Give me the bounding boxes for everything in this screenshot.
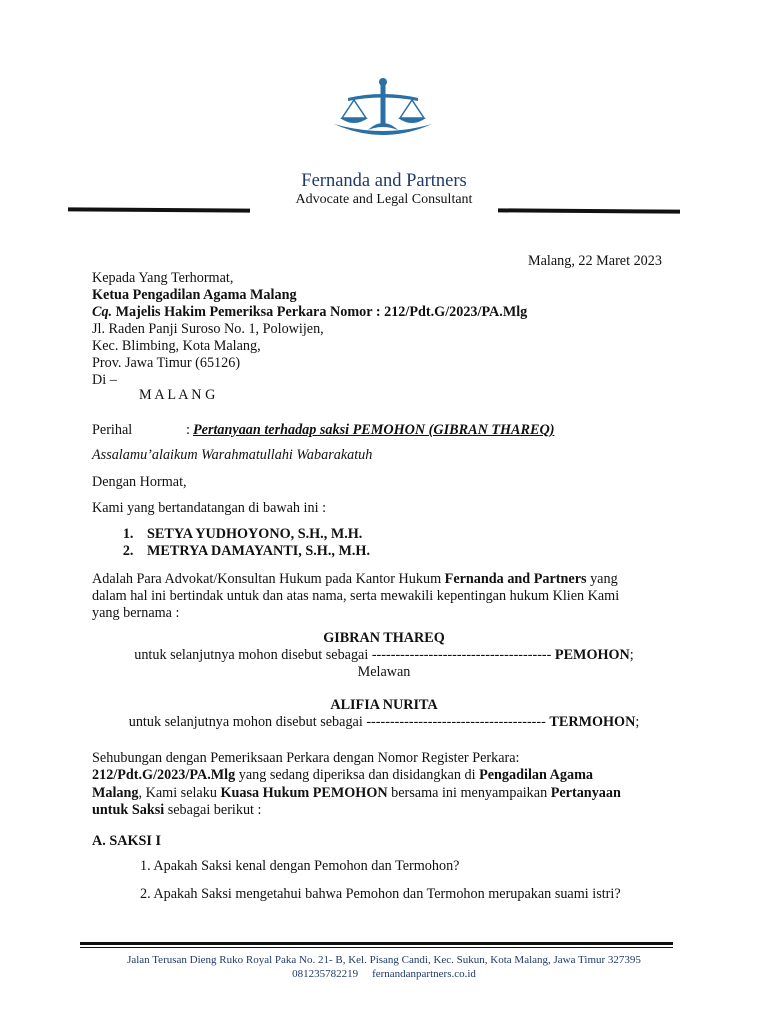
- party2-role: TERMOHON: [549, 714, 636, 730]
- footer-rule: [80, 942, 673, 945]
- firm-name-bold: Fernanda and Partners: [444, 571, 587, 587]
- recipient-line-3: [92, 304, 527, 321]
- text-run: Adalah Para Advokat/Konsultan Hukum pada Kantor Hukum: [92, 571, 445, 587]
- signatory-item: 1. SETYA YUDHOYONO, S.H., M.H.: [137, 526, 370, 543]
- court-city: Malang: [92, 785, 139, 801]
- court-name: Pengadilan Agama: [479, 767, 593, 783]
- recipient-line-2: Ketua Pengadilan Agama Malang: [92, 287, 297, 303]
- advocate-line-3: yang bernama :: [92, 605, 180, 621]
- party1-role: PEMOHON: [554, 647, 630, 663]
- text-run: untuk selanjutnya mohon disebut sebagai --------------------------------------: [128, 714, 550, 730]
- recipient-address-1: Jl. Raden Panji Suroso No. 1, Polowijen,: [92, 321, 324, 337]
- text-run: untuk selanjutnya mohon disebut sebagai --------------------------------------: [134, 647, 555, 663]
- text-run: sebagai berikut :: [164, 802, 262, 818]
- intro-text: Kami yang bertandatangan di bawah ini :: [92, 500, 327, 516]
- closing-line-1: Sehubungan dengan Pemeriksaan Perkara dengan Nomor Register Perkara:: [92, 750, 520, 766]
- header-rule-right: [498, 208, 680, 213]
- text-run: , Kami selaku: [138, 785, 221, 801]
- recipient-line-1: Kepada Yang Terhormat,: [92, 270, 234, 286]
- party1-name: GIBRAN THAREQ: [323, 630, 445, 646]
- text-run: bersama ini menyampaikan: [387, 785, 551, 801]
- footer-address: Jalan Terusan Dieng Ruko Royal Paka No. 21- B, Kel. Pisang Candi, Kec. Sukun, Kota Malang, Jawa Timur 327395: [127, 954, 641, 966]
- footer-rule-thin: [80, 947, 673, 948]
- question-1: 1. Apakah Saksi kenal dengan Pemohon dan Termohon?: [140, 858, 460, 874]
- text-run: ;: [629, 647, 634, 663]
- footer-website: fernandanpartners.co.id: [372, 968, 476, 980]
- text-run: ;: [635, 714, 640, 730]
- cq-prefix: Cq.: [92, 304, 113, 320]
- firm-name: Fernanda and Partners: [301, 171, 467, 191]
- header-rule-left: [68, 207, 250, 212]
- subject-label: Perihal: [92, 422, 133, 438]
- recipient-address-3: Prov. Jawa Timur (65126): [92, 355, 241, 371]
- party2-name: ALIFIA NURITA: [330, 697, 438, 713]
- scales-of-justice-logo: [330, 76, 436, 144]
- footer-phone: 081235782219: [292, 968, 359, 980]
- case-reference: Majelis Hakim Pemeriksa Perkara Nomor : 212/Pdt.G/2023/PA.Mlg: [112, 304, 528, 320]
- recipient-address-2: Kec. Blimbing, Kota Malang,: [92, 338, 261, 354]
- advocate-line-1: [92, 571, 618, 588]
- party1-designation: [0, 647, 768, 664]
- text-run: yang: [586, 571, 618, 587]
- case-number: 212/Pdt.G/2023/PA.Mlg: [92, 767, 236, 783]
- recipient-di: Di –: [92, 372, 117, 388]
- counsel-role: Kuasa Hukum PEMOHON: [220, 785, 388, 801]
- signatory-item: 2. METRYA DAMAYANTI, S.H., M.H.: [137, 543, 370, 560]
- islamic-greeting: Assalamu’alaikum Warahmatullahi Wabarakatuh: [92, 447, 373, 463]
- subject-colon: :: [186, 422, 190, 438]
- advocate-line-2: dalam hal ini bertindak untuk dan atas nama, serta mewakili kepentingan hukum Klien Kami: [92, 588, 620, 604]
- text-run: yang sedang diperiksa dan disidangkan di: [235, 767, 480, 783]
- for-witness-bold: untuk Saksi: [92, 802, 165, 818]
- recipient-city: M A L A N G: [139, 387, 216, 403]
- questions-bold: Pertanyaan: [550, 785, 621, 801]
- section-heading: A. SAKSI I: [92, 833, 161, 849]
- question-2: 2. Apakah Saksi mengetahui bahwa Pemohon dan Termohon merupakan suami istri?: [140, 886, 621, 902]
- party2-designation: [0, 714, 768, 731]
- closing-line-3: [92, 785, 621, 802]
- firm-tagline: Advocate and Legal Consultant: [295, 192, 473, 207]
- footer-contact: [0, 968, 768, 980]
- subject-value: Pertanyaan terhadap saksi PEMOHON (GIBRAN THAREQ): [193, 422, 555, 438]
- versus-label: Melawan: [357, 664, 411, 680]
- signatories-list: [92, 526, 370, 560]
- salutation: Dengan Hormat,: [92, 474, 187, 490]
- closing-line-2: [92, 767, 593, 784]
- closing-line-4: [92, 802, 261, 819]
- letter-date: Malang, 22 Maret 2023: [528, 253, 662, 269]
